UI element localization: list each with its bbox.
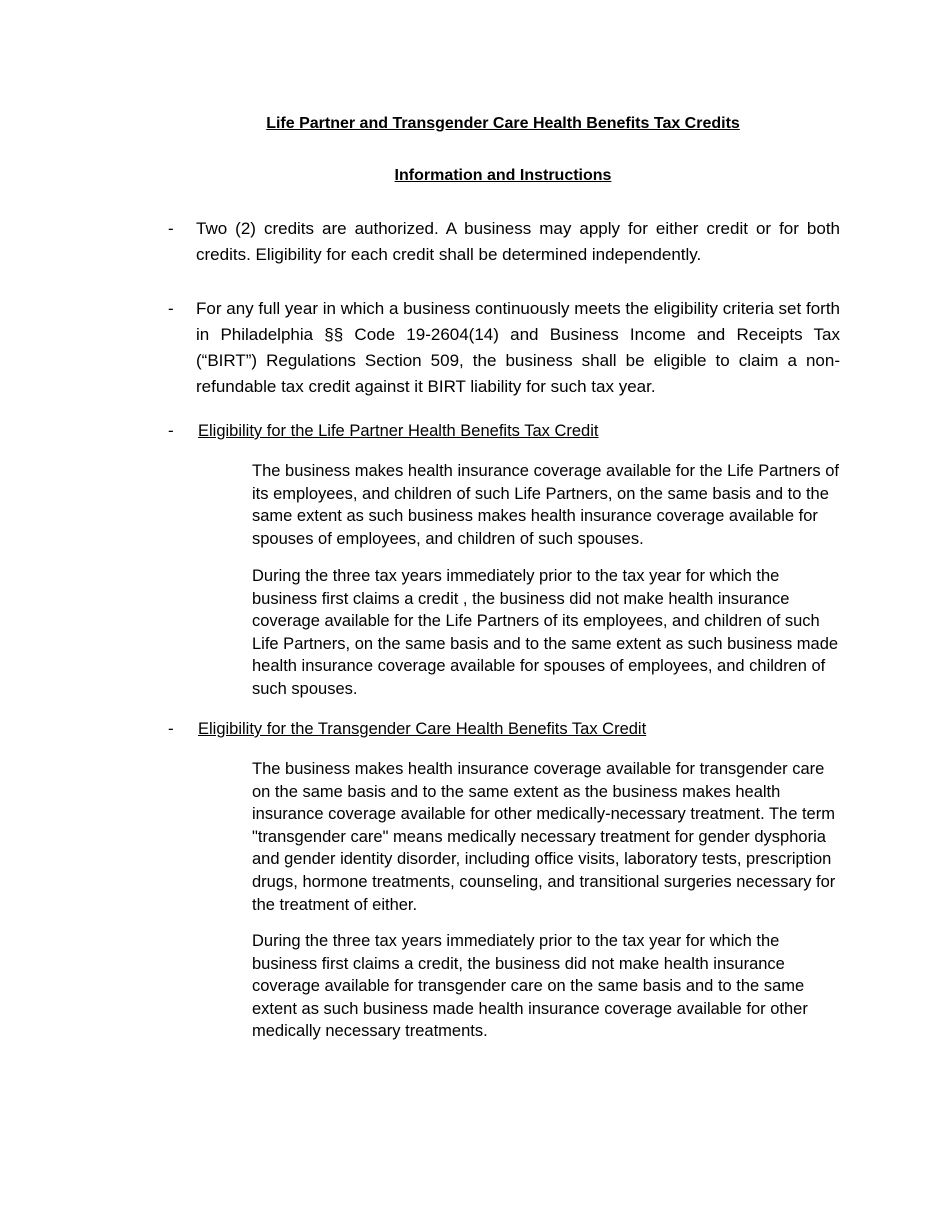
life-partner-paragraph-1: The business makes health insurance coverage available for the Life Partners of its employees, and children of such Life Partners, on the same basis and to the same extent as such business makes health insurance coverage available for spouses of employees, and children of such spouses. bbox=[252, 462, 839, 548]
life-partner-paragraph-2: During the three tax years immediately prior to the tax year for which the business first claims a credit , the business did not make health insurance coverage available for the Life Partners of its employees, and children of such Life Partners, on the same basis and to the same extent as such business made health insurance coverage available for spouses of employees, and children of such spouses. bbox=[252, 567, 839, 698]
intro-point-credits-authorized: Two (2) credits are authorized. A business may apply for either credit or for both credits. Eligibility for each credit shall be determined independently. bbox=[196, 219, 840, 264]
bullet-marker: - bbox=[168, 719, 174, 738]
bullet-marker: - bbox=[168, 219, 174, 238]
section-heading-life-partner: Eligibility for the Life Partner Health Benefits Tax Credit bbox=[198, 422, 599, 440]
transgender-care-paragraph-1: The business makes health insurance coverage available for transgender care on the same basis and to the same extent as the business makes health insurance coverage available for other medically-necessary treatment. The term "transgender care" means medically necessary treatment for gender dysphoria and gender identity disorder, including office visits, laboratory tests, prescription drugs, hormone treatments, counseling, and transitional surgeries necessary for the treatment of either. bbox=[252, 760, 836, 914]
document-title: Life Partner and Transgender Care Health Benefits Tax Credits bbox=[266, 115, 740, 132]
section-heading-transgender-care: Eligibility for the Transgender Care Health Benefits Tax Credit bbox=[198, 720, 647, 738]
bullet-marker: - bbox=[168, 421, 174, 440]
bullet-marker: - bbox=[168, 299, 174, 318]
document-subtitle: Information and Instructions bbox=[394, 167, 612, 184]
intro-point-eligibility-criteria: For any full year in which a business continuously meets the eligibility criteria set forth in Philadelphia §§ Code 19-2604(14) and Business Income and Receipts Tax (“BIRT”) Regulations Section 509, the business shall be eligible to claim a non-refundable tax credit against it BIRT liability for such tax year. bbox=[196, 299, 840, 396]
transgender-care-paragraph-2: During the three tax years immediately prior to the tax year for which the business first claims a credit, the business did not make health insurance coverage available for transgender care on the same basis and to the same extent as such business made health insurance coverage available for other medically necessary treatments. bbox=[252, 932, 808, 1041]
